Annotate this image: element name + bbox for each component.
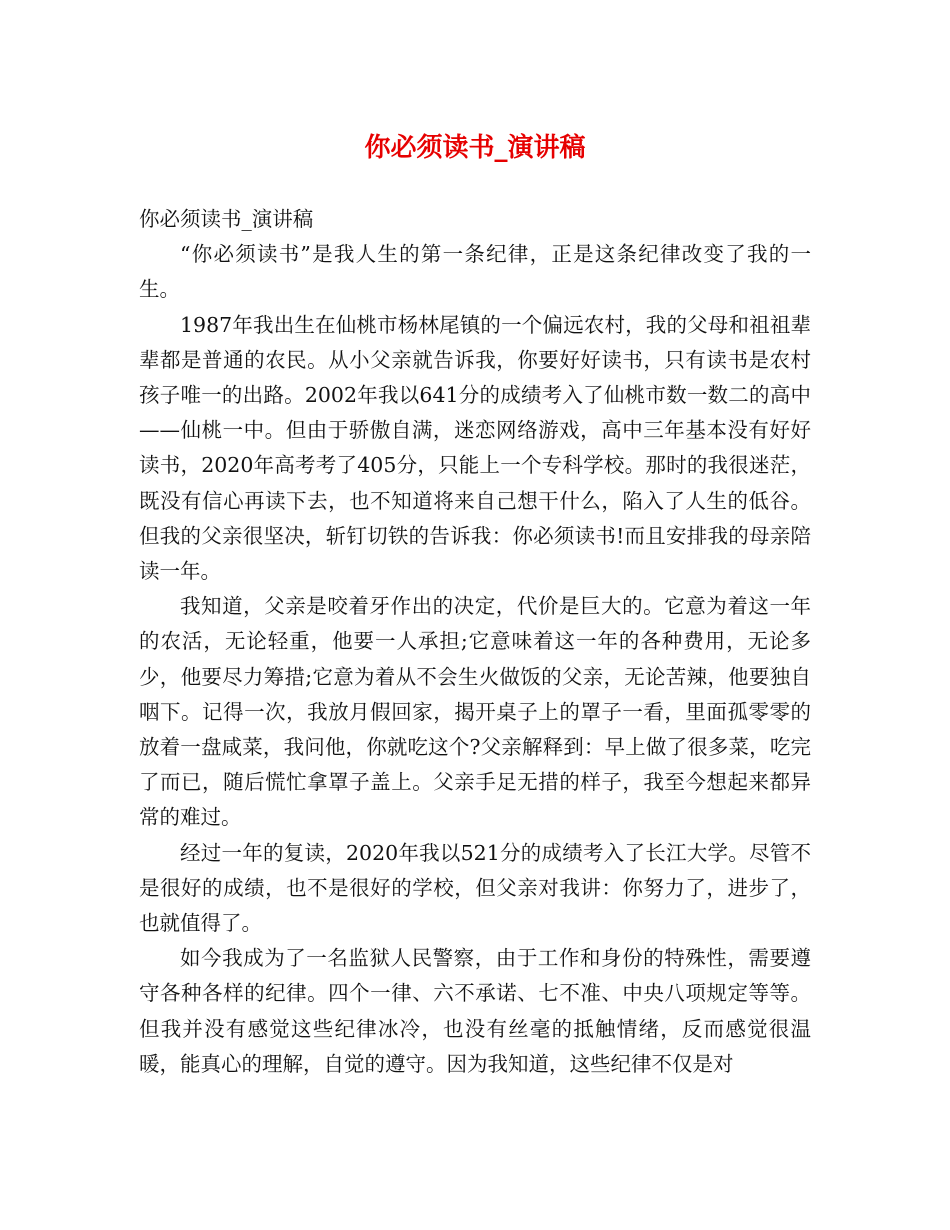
document-title: 你必须读书_演讲稿	[364, 133, 586, 163]
paragraph-5: 如今我成为了一名监狱人民警察，由于工作和身份的特殊性，需要遵守各种各样的纪律。四个一律、六不承诺、七不准、中央八项规定等等。但我并没有感觉这些纪律冰冷，也没有丝毫的抵触情绪，反而感觉很温暖，能真心的理解，自觉的遵守。因为我知道，这些纪律不仅是对	[139, 946, 811, 1076]
paragraph-2: 1987年我出生在仙桃市杨林尾镇的一个偏远农村，我的父母和祖祖辈辈都是普通的农民。从小父亲就告诉我，你要好好读书，只有读书是农村孩子唯一的出路。2002年我以641分的成绩考入了仙桃市数一数二的高中——仙桃一中。但由于骄傲自满，迷恋网络游戏，高中三年基本没有好好读书，2020年高考考了405分，只能上一个专科学校。那时的我很迷茫，既没有信心再读下去，也不知道将来自己想干什么，陷入了人生的低谷。但我的父亲很坚决，斩钉切铁的告诉我：你必须读书!而且安排我的母亲陪读一年。	[139, 312, 811, 584]
paragraph-1: “你必须读书”是我人生的第一条纪律，正是这条纪律改变了我的一生。	[139, 242, 811, 302]
document-body	[139, 202, 811, 1082]
paragraph-3: 我知道，父亲是咬着牙作出的决定，代价是巨大的。它意为着这一年的农活，无论轻重，他要一人承担;它意味着这一年的各种费用，无论多少，他要尽力筹措;它意为着从不会生火做饭的父亲，无论苦辣，他要独自咽下。记得一次，我放月假回家，揭开桌子上的罩子一看，里面孤零零的放着一盘咸菜，我问他，你就吃这个?父亲解释到：早上做了很多菜，吃完了而已，随后慌忙拿罩子盖上。父亲手足无措的样子，我至今想起来都异常的难过。	[139, 594, 811, 830]
paragraph-4: 经过一年的复读，2020年我以521分的成绩考入了长江大学。尽管不是很好的成绩，也不是很好的学校，但父亲对我讲：你努力了，进步了，也就值得了。	[139, 840, 811, 936]
subtitle-line: 你必须读书_演讲稿	[139, 207, 314, 231]
